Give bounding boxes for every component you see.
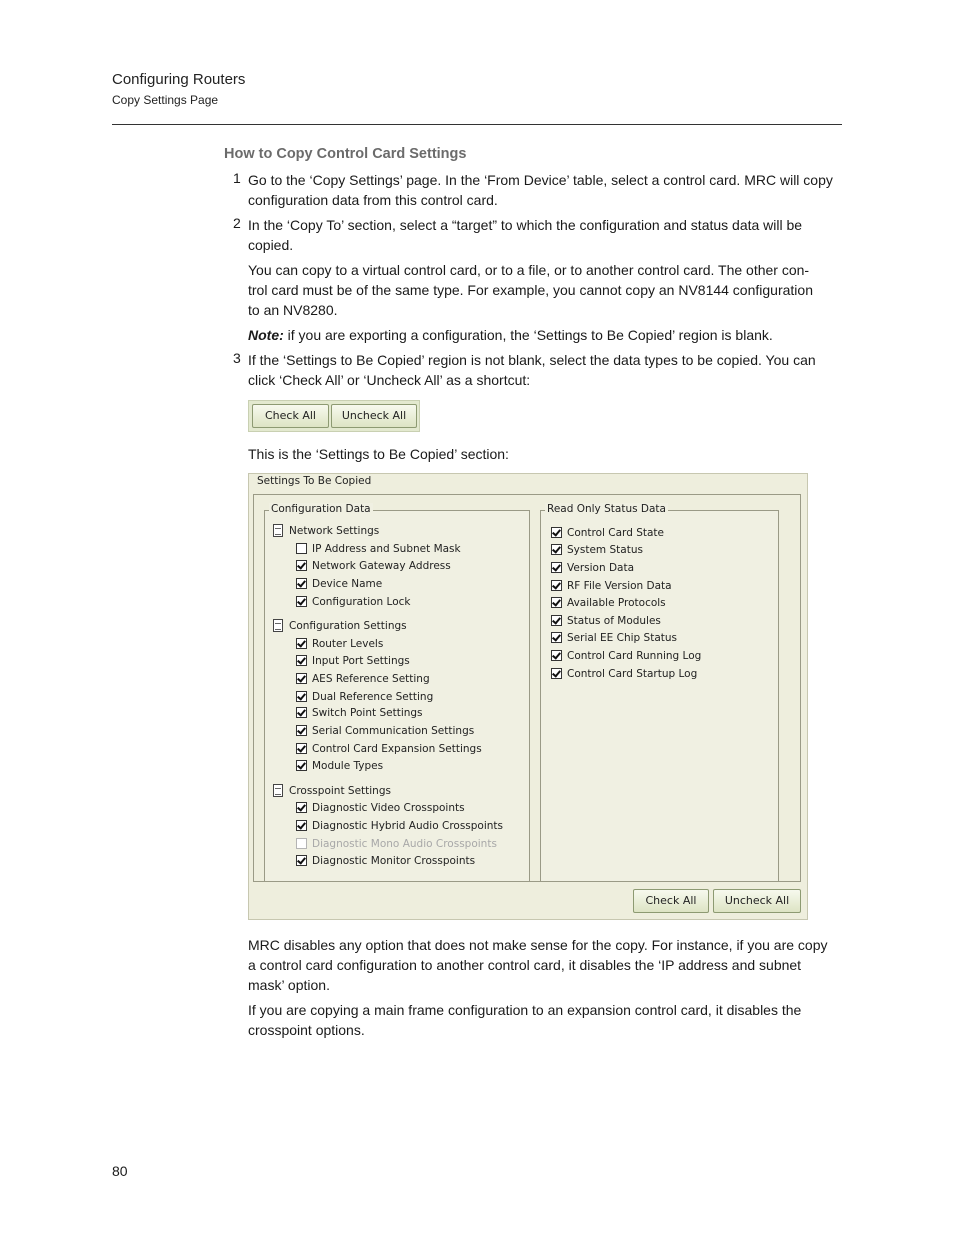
option-input-port-settings[interactable] xyxy=(296,654,410,668)
step-number-1: 1 xyxy=(233,170,241,186)
checkbox[interactable] xyxy=(296,543,307,554)
configuration-data-title: Configuration Data xyxy=(271,503,371,515)
group-label: Configuration Settings xyxy=(289,620,407,632)
running-header-subtitle: Copy Settings Page xyxy=(112,93,219,107)
step-2-text xyxy=(248,215,843,255)
document-icon xyxy=(273,524,283,537)
option-label: Module Types xyxy=(312,760,384,772)
document-icon xyxy=(273,784,283,797)
note xyxy=(248,325,843,345)
option-ip-address-subnet-mask[interactable] xyxy=(296,542,461,556)
checkbox[interactable] xyxy=(296,820,307,831)
group-network-settings xyxy=(273,524,379,538)
checkbox[interactable] xyxy=(551,650,562,661)
settings-group-title: Settings To Be Copied xyxy=(257,475,372,487)
option-network-gateway-address[interactable] xyxy=(296,559,451,573)
option-label: Available Protocols xyxy=(567,597,666,609)
header-rule xyxy=(112,124,842,125)
checkbox xyxy=(296,838,307,849)
note-text: if you are exporting a configuration, the ‘Settings to Be Copied’ region is blank. xyxy=(283,327,773,343)
closing-1-line-2: a control card configuration to another control card, it disables the ‘IP address and subnet xyxy=(248,957,802,973)
checkbox[interactable] xyxy=(296,707,307,718)
option-label: Serial Communication Settings xyxy=(312,725,475,737)
step-number-3: 3 xyxy=(233,350,241,366)
option-label: Serial EE Chip Status xyxy=(567,632,678,644)
step-2-detail-line-2: trol card must be of the same type. For example, you cannot copy an NV8144 configuration xyxy=(248,282,813,298)
step-2-detail-line-3: to an NV8280. xyxy=(248,302,338,318)
option-label: AES Reference Setting xyxy=(312,673,430,685)
checkbox[interactable] xyxy=(296,673,307,684)
option-serial-communication-settings[interactable] xyxy=(296,724,474,738)
step-3-text xyxy=(248,350,843,390)
checkbox[interactable] xyxy=(551,544,562,555)
checkbox[interactable] xyxy=(296,743,307,754)
group-label: Crosspoint Settings xyxy=(289,785,391,797)
option-label: Configuration Lock xyxy=(312,596,411,608)
step-1-text xyxy=(248,170,843,210)
option-label: Router Levels xyxy=(312,638,384,650)
option-available-protocols[interactable] xyxy=(551,596,666,610)
note-label: Note: xyxy=(248,327,284,343)
option-label: Control Card Running Log xyxy=(567,650,702,662)
option-switch-point-settings[interactable] xyxy=(296,706,423,720)
step-number-2: 2 xyxy=(233,215,241,231)
shortcut-button-strip xyxy=(248,400,420,432)
option-router-levels[interactable] xyxy=(296,637,383,651)
panel-check-all-button[interactable]: Check All xyxy=(633,889,709,913)
step-3-line-2: click ‘Check All’ or ‘Uncheck All’ as a shortcut: xyxy=(248,372,531,388)
checkbox[interactable] xyxy=(551,668,562,679)
option-diagnostic-video-crosspoints[interactable] xyxy=(296,801,465,815)
checkbox[interactable] xyxy=(551,562,562,573)
checkbox[interactable] xyxy=(551,597,562,608)
checkbox[interactable] xyxy=(551,580,562,591)
option-status-of-modules[interactable] xyxy=(551,614,661,628)
option-label: Device Name xyxy=(312,578,383,590)
step-1-line-1: Go to the ‘Copy Settings’ page. In the ‘From Device’ table, select a control card. MRC will copy xyxy=(248,172,833,188)
group-label: Network Settings xyxy=(289,525,380,537)
option-diagnostic-mono-audio-crosspoints xyxy=(296,837,497,851)
option-label: Switch Point Settings xyxy=(312,707,423,719)
closing-paragraph-1 xyxy=(248,935,843,995)
option-label: Control Card Startup Log xyxy=(567,668,698,680)
checkbox[interactable] xyxy=(551,632,562,643)
closing-paragraph-2 xyxy=(248,1000,843,1040)
option-label: Diagnostic Mono Audio Crosspoints xyxy=(312,838,497,850)
checkbox[interactable] xyxy=(296,802,307,813)
checkbox[interactable] xyxy=(551,615,562,626)
step-2-line-2: copied. xyxy=(248,237,294,253)
step-2-detail-line-1: You can copy to a virtual control card, or to a file, or to another control card. The other con- xyxy=(248,262,810,278)
option-label: RF File Version Data xyxy=(567,580,672,592)
checkbox[interactable] xyxy=(296,560,307,571)
step-2-line-1: In the ‘Copy To’ section, select a “target” to which the configuration and status data will be xyxy=(248,217,803,233)
uncheck-all-button[interactable]: Uncheck All xyxy=(331,404,417,428)
option-control-card-startup-log[interactable] xyxy=(551,667,697,681)
option-label: Control Card State xyxy=(567,527,664,539)
checkbox[interactable] xyxy=(296,760,307,771)
closing-1-line-1: MRC disables any option that does not make sense for the copy. For instance, if you are copy xyxy=(248,937,828,953)
option-module-types[interactable] xyxy=(296,759,383,773)
checkbox[interactable] xyxy=(296,855,307,866)
option-label: Network Gateway Address xyxy=(312,560,451,572)
document-icon xyxy=(273,619,283,632)
option-label: Diagnostic Hybrid Audio Crosspoints xyxy=(312,820,504,832)
option-aes-reference-setting[interactable] xyxy=(296,672,430,686)
option-label: IP Address and Subnet Mask xyxy=(312,543,461,555)
option-label: System Status xyxy=(567,544,643,556)
option-system-status[interactable] xyxy=(551,543,643,557)
option-diagnostic-hybrid-audio-crosspoints[interactable] xyxy=(296,819,503,833)
panel-uncheck-all-button[interactable]: Uncheck All xyxy=(713,889,801,913)
option-control-card-expansion-settings[interactable] xyxy=(296,742,482,756)
option-label: Control Card Expansion Settings xyxy=(312,743,482,755)
status-data-title: Read Only Status Data xyxy=(547,503,666,515)
option-control-card-running-log[interactable] xyxy=(551,649,701,663)
option-rf-file-version-data[interactable] xyxy=(551,579,672,593)
closing-1-line-3: mask’ option. xyxy=(248,977,330,993)
option-control-card-state[interactable] xyxy=(551,526,664,540)
section-heading: How to Copy Control Card Settings xyxy=(224,146,467,162)
group-crosspoint-settings xyxy=(273,784,391,798)
closing-2-line-2: crosspoint options. xyxy=(248,1022,365,1038)
running-header-title: Configuring Routers xyxy=(112,71,246,88)
option-label: Input Port Settings xyxy=(312,655,410,667)
step-1-line-2: configuration data from this control card. xyxy=(248,192,498,208)
option-label: Version Data xyxy=(567,562,635,574)
step-3-line-1: If the ‘Settings to Be Copied’ region is not blank, select the data types to be copied. You can xyxy=(248,352,816,368)
checkbox[interactable] xyxy=(296,691,307,702)
option-diagnostic-monitor-crosspoints[interactable] xyxy=(296,854,475,868)
closing-2-line-1: If you are copying a main frame configuration to an expansion control card, it disables the xyxy=(248,1002,802,1018)
option-serial-ee-chip-status[interactable] xyxy=(551,631,677,645)
checkbox[interactable] xyxy=(551,527,562,538)
option-configuration-lock[interactable] xyxy=(296,595,411,609)
check-all-button[interactable]: Check All xyxy=(252,404,329,428)
option-label: Diagnostic Monitor Crosspoints xyxy=(312,855,476,867)
settings-to-be-copied-panel xyxy=(248,473,808,920)
option-label: Dual Reference Setting xyxy=(312,691,434,703)
option-device-name[interactable] xyxy=(296,577,382,591)
checkbox[interactable] xyxy=(296,596,307,607)
step-2-detail xyxy=(248,260,843,320)
option-version-data[interactable] xyxy=(551,561,634,575)
option-label: Diagnostic Video Crosspoints xyxy=(312,802,465,814)
page-number: 80 xyxy=(112,1163,128,1179)
checkbox[interactable] xyxy=(296,655,307,666)
option-label: Status of Modules xyxy=(567,615,661,627)
checkbox[interactable] xyxy=(296,725,307,736)
option-dual-reference-setting[interactable] xyxy=(296,690,433,704)
section-intro: This is the ‘Settings to Be Copied’ section: xyxy=(248,446,509,462)
checkbox[interactable] xyxy=(296,578,307,589)
group-configuration-settings xyxy=(273,619,407,633)
checkbox[interactable] xyxy=(296,638,307,649)
